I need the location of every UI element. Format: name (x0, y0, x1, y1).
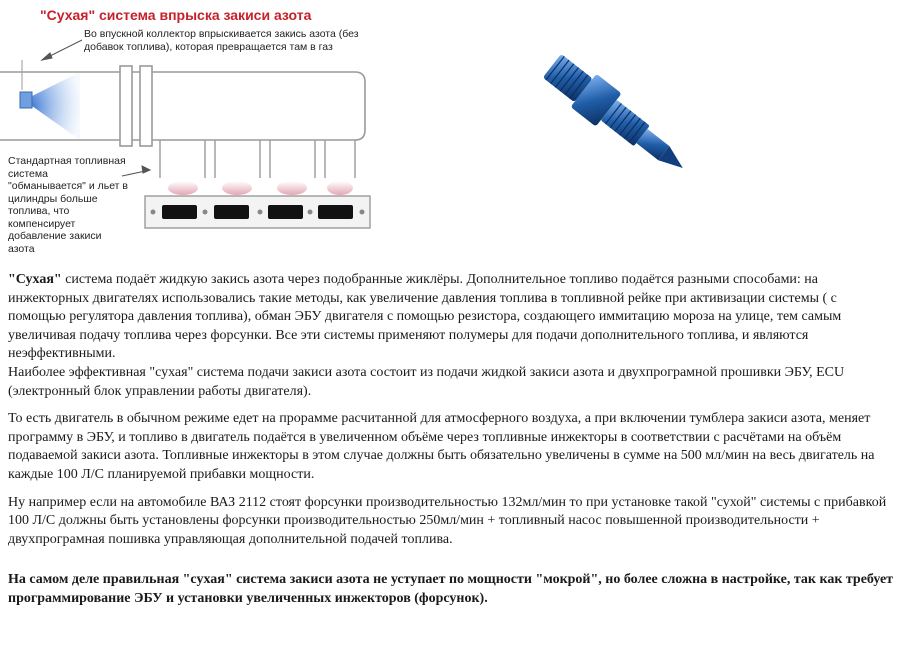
article-text (8, 271, 896, 618)
diagram-title: "Сухая" система впрыска закиси азота (40, 7, 312, 23)
paragraph-1 (8, 271, 896, 401)
note-nitrous-injection: Во впускной коллектор впрыскивается закись азота (без добавок топлива), которая превращается там в газ (84, 28, 359, 53)
paragraph-conclusion: На самом деле правильная "сухая" система закиси азота не уступает по мощности "мокрой", но более сложна в настройке, так как требует программирование ЭБУ и установки увеличенных инжекторов (форсунок). (8, 572, 894, 606)
note-fuel-system: Стандартная топливная система "обманывается" и льет в цилиндры больше топлива, что компенсирует добавление закиси азота (8, 155, 128, 255)
paragraph-2: То есть двигатель в обычном режиме едет на прорамме расчитанной для атмосферного воздуха, а при включении тумблера закиси азота, меняет программу в ЭБУ, и топливо в двигатель подаётся в увеличенном объёме через топливные инжекторы в соответствии с расчётами на объём подаваемой закиси азота. Топливные инжекторы в этом случае должны быть обязательно увеличены в сумме на 500 мл/мин на весь двигатель на каждые 100 Л/С планируемой прибавки мощности. (8, 411, 875, 482)
fuel-injector-sprays (168, 181, 353, 195)
cylinder-head (145, 196, 370, 228)
nitrous-nozzle-image (515, 40, 715, 190)
paragraph-1-body: система подаёт жидкую закись азота через подобранные жиклёры. Дополнительное топливо подаётся разными способами: на инжекторных двигателях использовались такие методы, как увеличение давления топлива в топливной рейке при активизации системы ( с помощью регулятора давления топлива), обман ЭБУ двигателя с помощью резистора, создающего иммитацию мороза на улице, тем самым увеличивая подачу топлива через форсунки. Все эти системы применяют полумеры для подачи дополнительного топлива, и являются неэффективными. (8, 272, 842, 362)
paragraph-3: Ну например если на автомобиле ВАЗ 2112 стоят форсунки производительностью 132мл/мин то при установке такой "сухой" системы с прибавкой 100 Л/С должны быть установлены форсунки производительностью 250мл/мин + топливный насос повышенной производительности + двухпрограмная пошивка управляющая дополнительной подачей топлива. (8, 494, 887, 547)
paragraph-1-second: Наиболее эффективная "сухая" система подачи закиси азота состоит из подачи жидкой закиси азота и двухпрограмной прошивки ЭБУ, ECU (электронный блок управлении работы двигателя). (8, 364, 845, 399)
paragraph-1-lead: "Сухая" (8, 272, 62, 287)
intake-runners (160, 140, 355, 178)
